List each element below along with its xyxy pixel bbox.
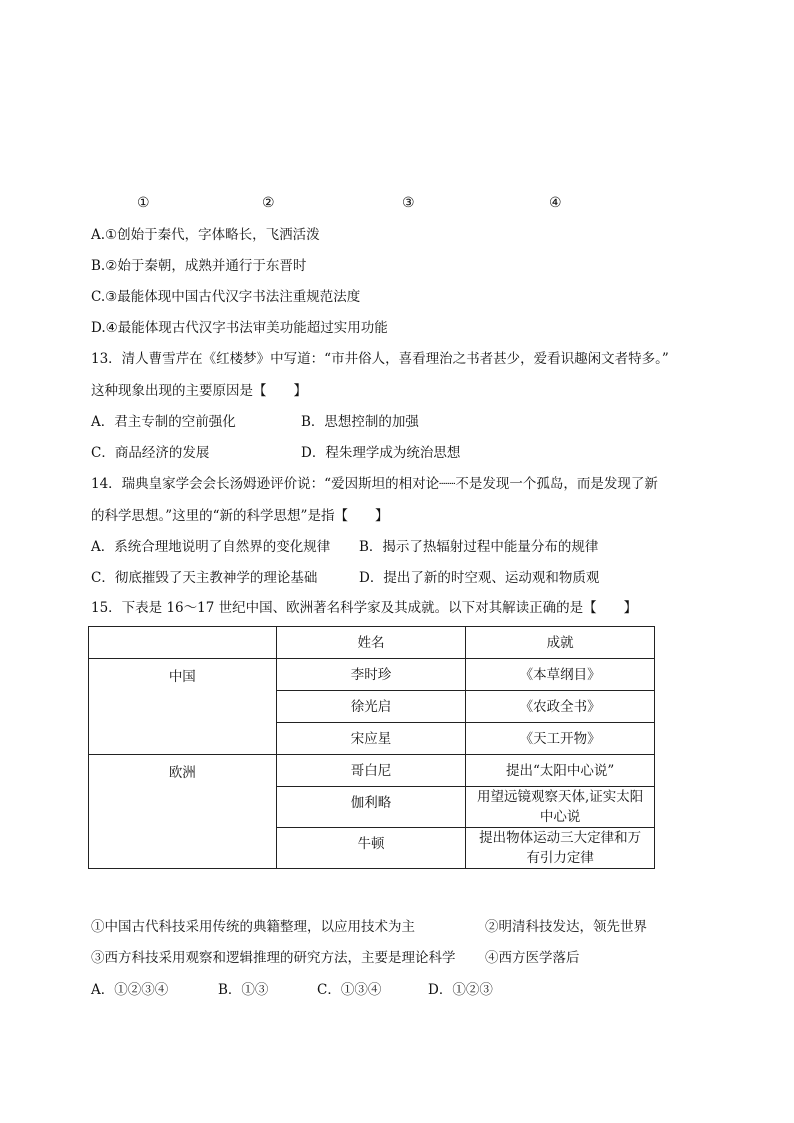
scientist-achievement: 《本草纲目》 [466, 659, 655, 691]
q15-option-d: D．①②③ [428, 982, 493, 998]
figure-label-2: ② [262, 195, 275, 211]
q14-option-b: B．揭示了热辐射过程中能量分布的规律 [359, 539, 599, 555]
header-cell-name: 姓名 [276, 627, 466, 659]
table-row [89, 659, 655, 691]
q14-option-a: A．系统合理地说明了自然界的变化规律 [91, 539, 331, 555]
q14-stem-line2: 的科学思想。”这里的“新的科学思想”是指【 】 [91, 508, 389, 524]
q15-stem: 15．下表是 16～17 世纪中国、欧洲著名科学家及其成就。以下对其解读正确的是【 】 [91, 600, 638, 616]
q15-option-a: A．①②③④ [91, 982, 169, 998]
q13-option-c: C．商品经济的发展 [91, 445, 210, 461]
q13-option-b: B．思想控制的加强 [301, 414, 419, 430]
q13-option-d: D．程朱理学成为统治思想 [301, 445, 461, 461]
q12-option-a: A.①创始于秦代，字体略长，飞洒活泼 [91, 227, 320, 243]
region-cell-europe: 欧洲 [89, 755, 277, 869]
figure-label-3: ③ [402, 195, 415, 211]
header-cell-achievement: 成就 [466, 627, 655, 659]
q13-stem-line1: 13．清人曹雪芹在《红楼梦》中写道：“市井俗人，喜看理治之书者甚少，爱看识趣闲文者特多。” [91, 351, 669, 367]
q14-stem-line1: 14．瑞典皇家学会会长汤姆逊评价说：“爱因斯坦的相对论┈┈不是发现一个孤岛，而是发现了新 [91, 476, 658, 492]
q12-option-d: D.④最能体现古代汉字书法审美功能超过实用功能 [91, 320, 388, 336]
q12-option-c: C.③最能体现中国古代汉字书法注重规范法度 [91, 289, 361, 305]
scientist-name: 宋应星 [276, 723, 466, 755]
q13-option-a: A．君主专制的空前强化 [91, 414, 236, 430]
scientist-achievement [466, 787, 655, 828]
q15-option-c: C．①③④ [317, 982, 382, 998]
q12-option-b: B.②始于秦朝，成熟并通行于东晋时 [91, 258, 307, 274]
scientist-achievement: 《天工开物》 [466, 723, 655, 755]
table-header-row [89, 627, 655, 659]
achievement-line: 中心说 [539, 809, 581, 825]
figure-label-1: ① [137, 195, 150, 211]
scientist-name: 徐光启 [276, 691, 466, 723]
scientist-achievement: 提出“太阳中心说” [466, 755, 655, 787]
scientists-table [88, 626, 655, 869]
q15-statement-4: ④西方医学落后 [485, 950, 580, 966]
scientist-name: 牛顿 [276, 828, 466, 869]
region-cell-china: 中国 [89, 659, 277, 755]
q15-statement-3: ③西方科技采用观察和逻辑推理的研究方法，主要是理论科学 [91, 950, 456, 966]
q15-statement-1: ①中国古代科技采用传统的典籍整理，以应用技术为主 [91, 919, 415, 935]
q15-option-b: B．①③ [218, 982, 269, 998]
scientist-achievement: 《农政全书》 [466, 691, 655, 723]
scientist-name: 哥白尼 [276, 755, 466, 787]
scientist-name: 李时珍 [276, 659, 466, 691]
achievement-line: 用望远镜观察天体,证实太阳 [476, 789, 644, 805]
q15-statement-2: ②明清科技发达，领先世界 [485, 919, 647, 935]
achievement-line: 提出物体运动三大定律和万 [479, 830, 642, 846]
q14-option-c: C．彻底摧毁了天主教神学的理论基础 [91, 570, 318, 586]
scientist-name: 伽利略 [276, 787, 466, 828]
q14-option-d: D．提出了新的时空观、运动观和物质观 [359, 570, 600, 586]
q13-stem-line2: 这种现象出现的主要原因是【 】 [91, 383, 307, 399]
scientist-achievement [466, 828, 655, 869]
table-row [89, 755, 655, 787]
achievement-line: 有引力定律 [526, 850, 594, 866]
header-cell-region [89, 627, 277, 659]
figure-label-4: ④ [549, 195, 562, 211]
